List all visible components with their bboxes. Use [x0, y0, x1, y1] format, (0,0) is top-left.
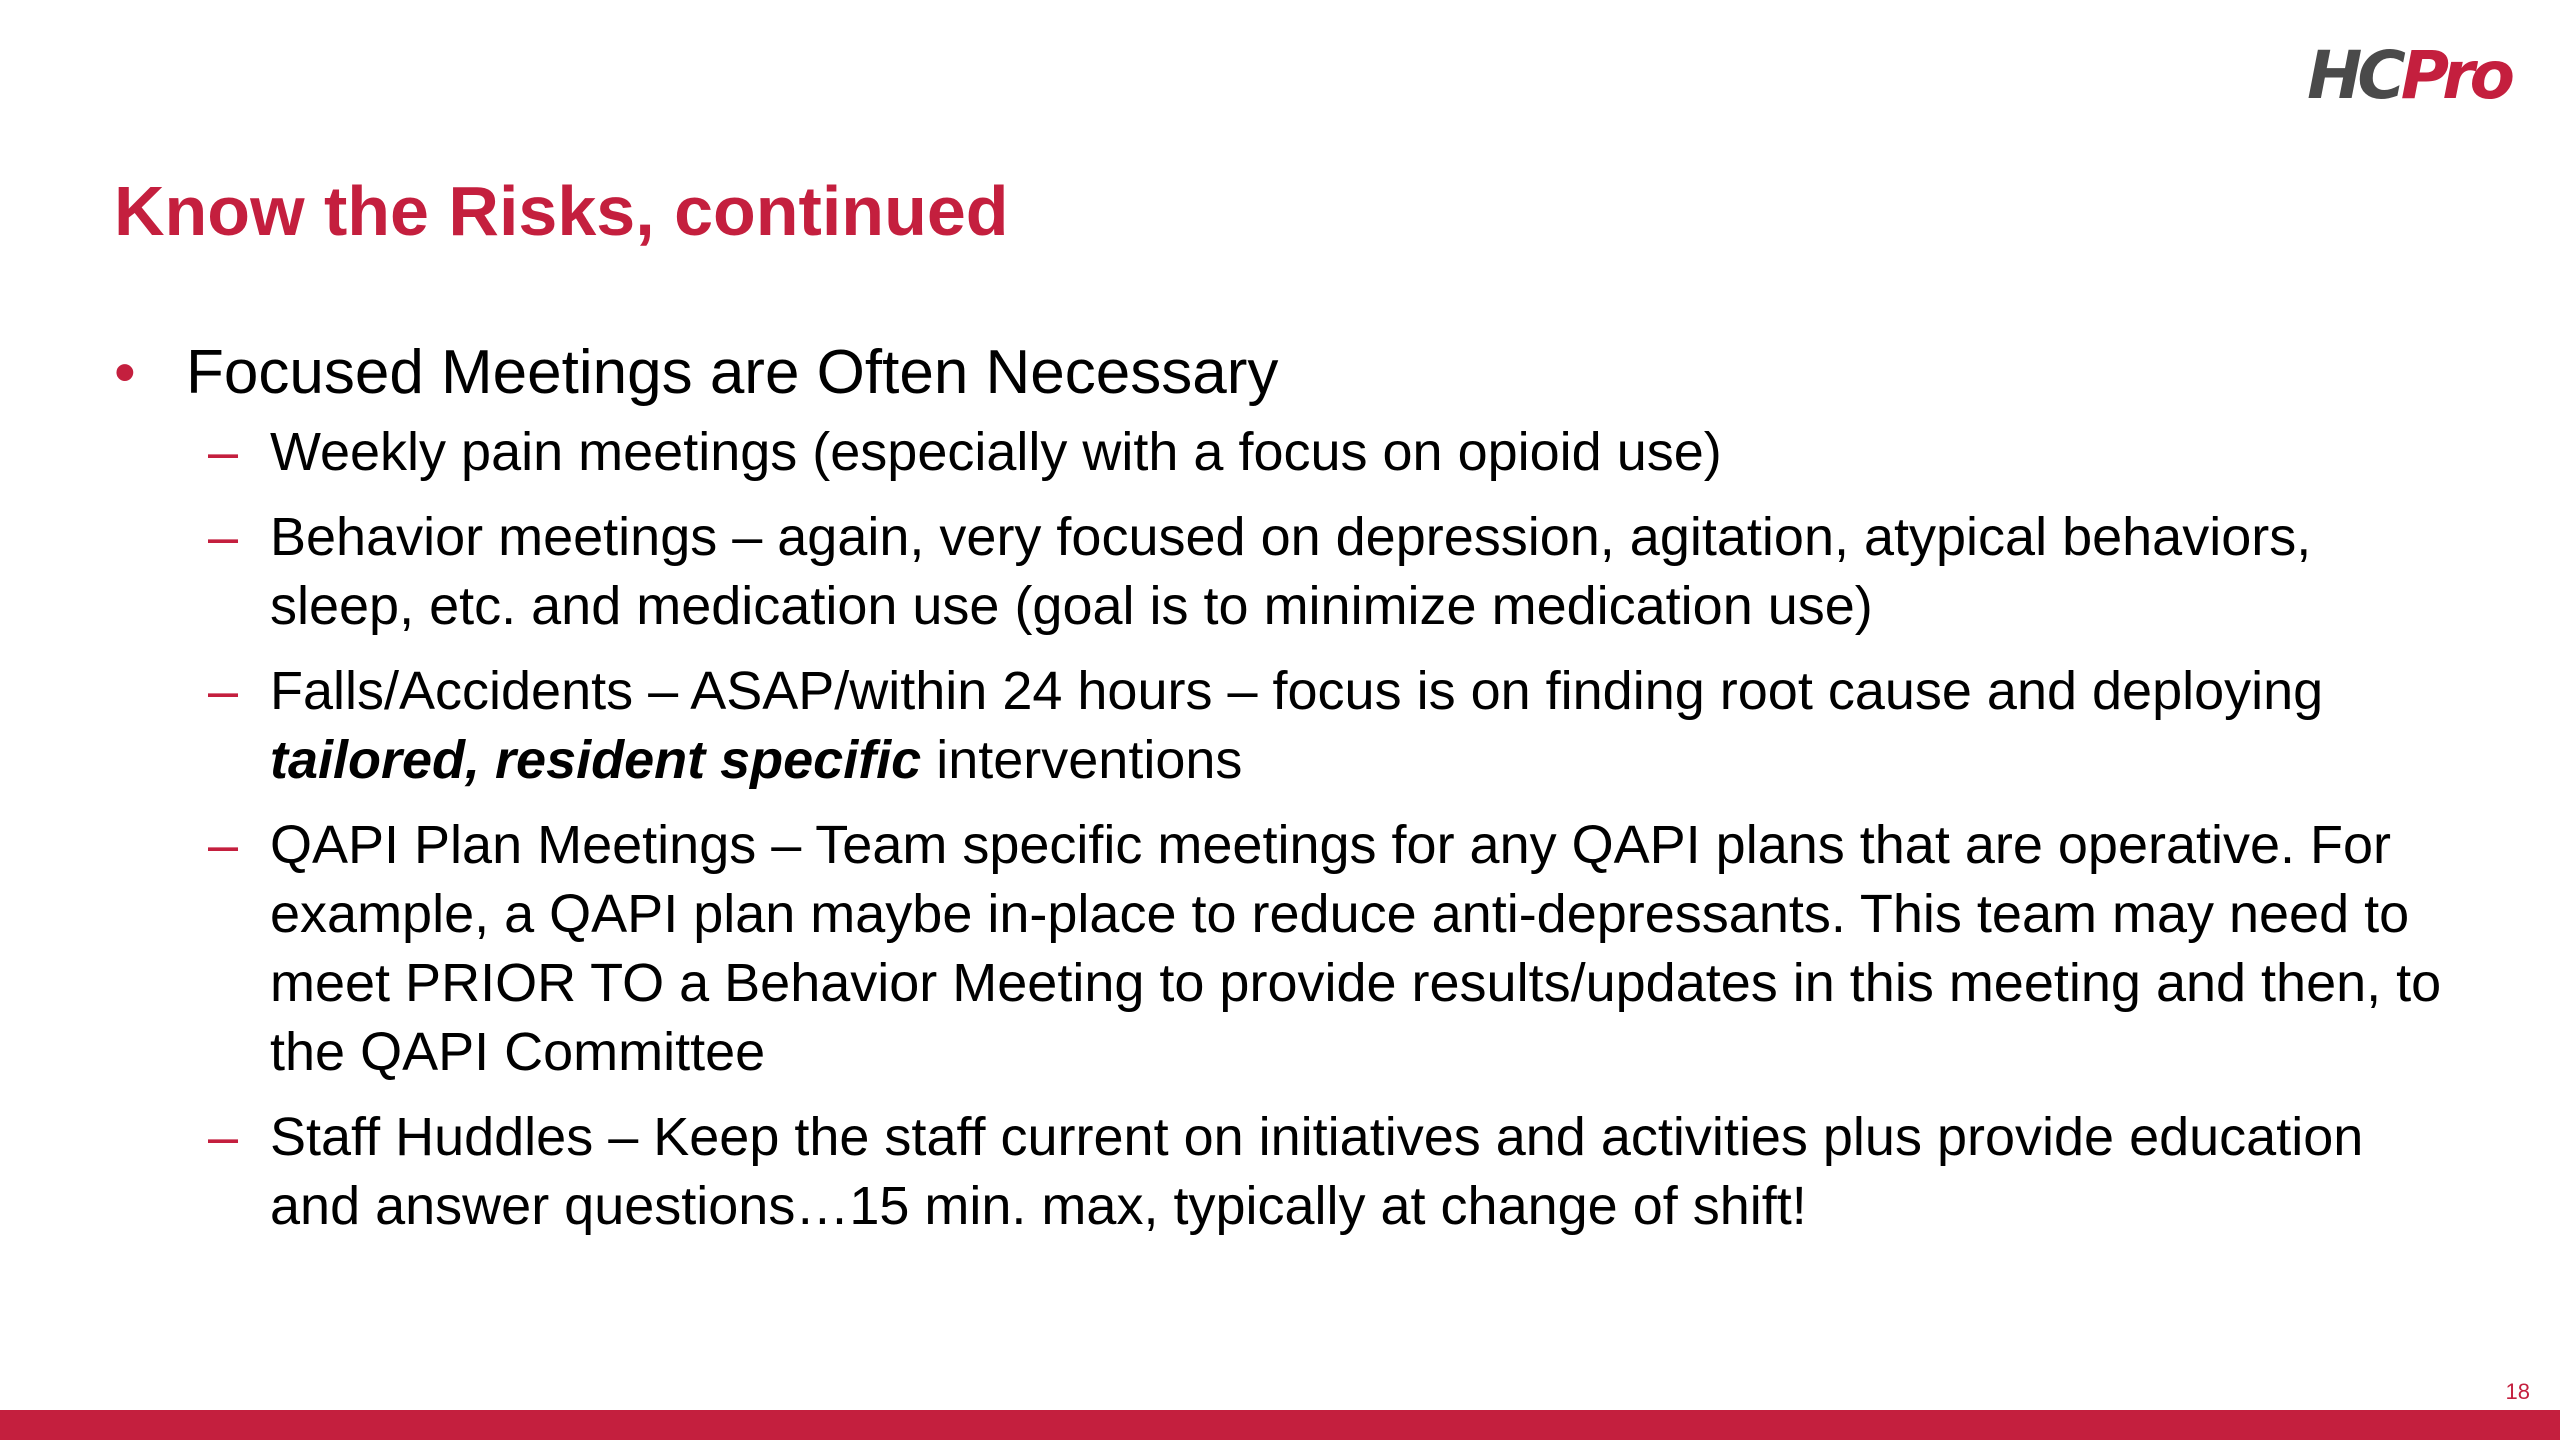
hcpro-logo	[2307, 38, 2510, 113]
dash-icon: –	[208, 507, 239, 567]
sub-point-text: Staff Huddles – Keep the staff current on initiatives and activities plus provide education and answer questions…15 min. max, typically at change of shift!	[270, 1107, 2364, 1236]
sub-point-text: Weekly pain meetings (especially with a focus on opioid use)	[270, 422, 1722, 482]
sub-point-text-end: interventions	[921, 730, 1243, 790]
sub-point-list	[114, 418, 2444, 1241]
slide-title: Know the Risks, continued	[114, 172, 1009, 250]
sub-point-emphasis: tailored, resident specific	[270, 730, 922, 790]
sub-point-text: Behavior meetings – again, very focused on depression, agitation, atypical behaviors, sleep, etc. and medication use (goal is to minimize medication use)	[270, 507, 2312, 636]
sub-point-behavior	[114, 503, 2444, 641]
dash-icon: –	[208, 422, 239, 482]
sub-point-weekly-pain	[114, 418, 2444, 487]
sub-point-staff-huddles	[114, 1103, 2444, 1241]
logo-hc-text: HC	[2307, 37, 2401, 114]
slide-body	[114, 330, 2444, 1241]
dash-icon: –	[208, 661, 239, 721]
sub-point-text-start: Falls/Accidents – ASAP/within 24 hours – focus is on finding root cause and deploying	[270, 661, 2324, 721]
sub-point-qapi	[114, 811, 2444, 1087]
sub-point-falls	[114, 657, 2444, 795]
footer-bar	[0, 1410, 2560, 1440]
main-point-text: Focused Meetings are Often Necessary	[186, 338, 1279, 407]
dash-icon: –	[208, 815, 239, 875]
page-number: 18	[2505, 1379, 2530, 1404]
main-bullet-point	[114, 330, 2444, 416]
sub-point-text: QAPI Plan Meetings – Team specific meetings for any QAPI plans that are operative. For example, a QAPI plan maybe in-place to reduce anti-depressants. This team may need to meet PRIOR TO a Behavior Meeting to provide results/updates in this meeting and then, to the QAPI Committee	[270, 815, 2442, 1082]
bullet-icon: •	[114, 338, 136, 407]
dash-icon: –	[208, 1107, 239, 1167]
logo-pro-text: Pro	[2400, 37, 2510, 114]
